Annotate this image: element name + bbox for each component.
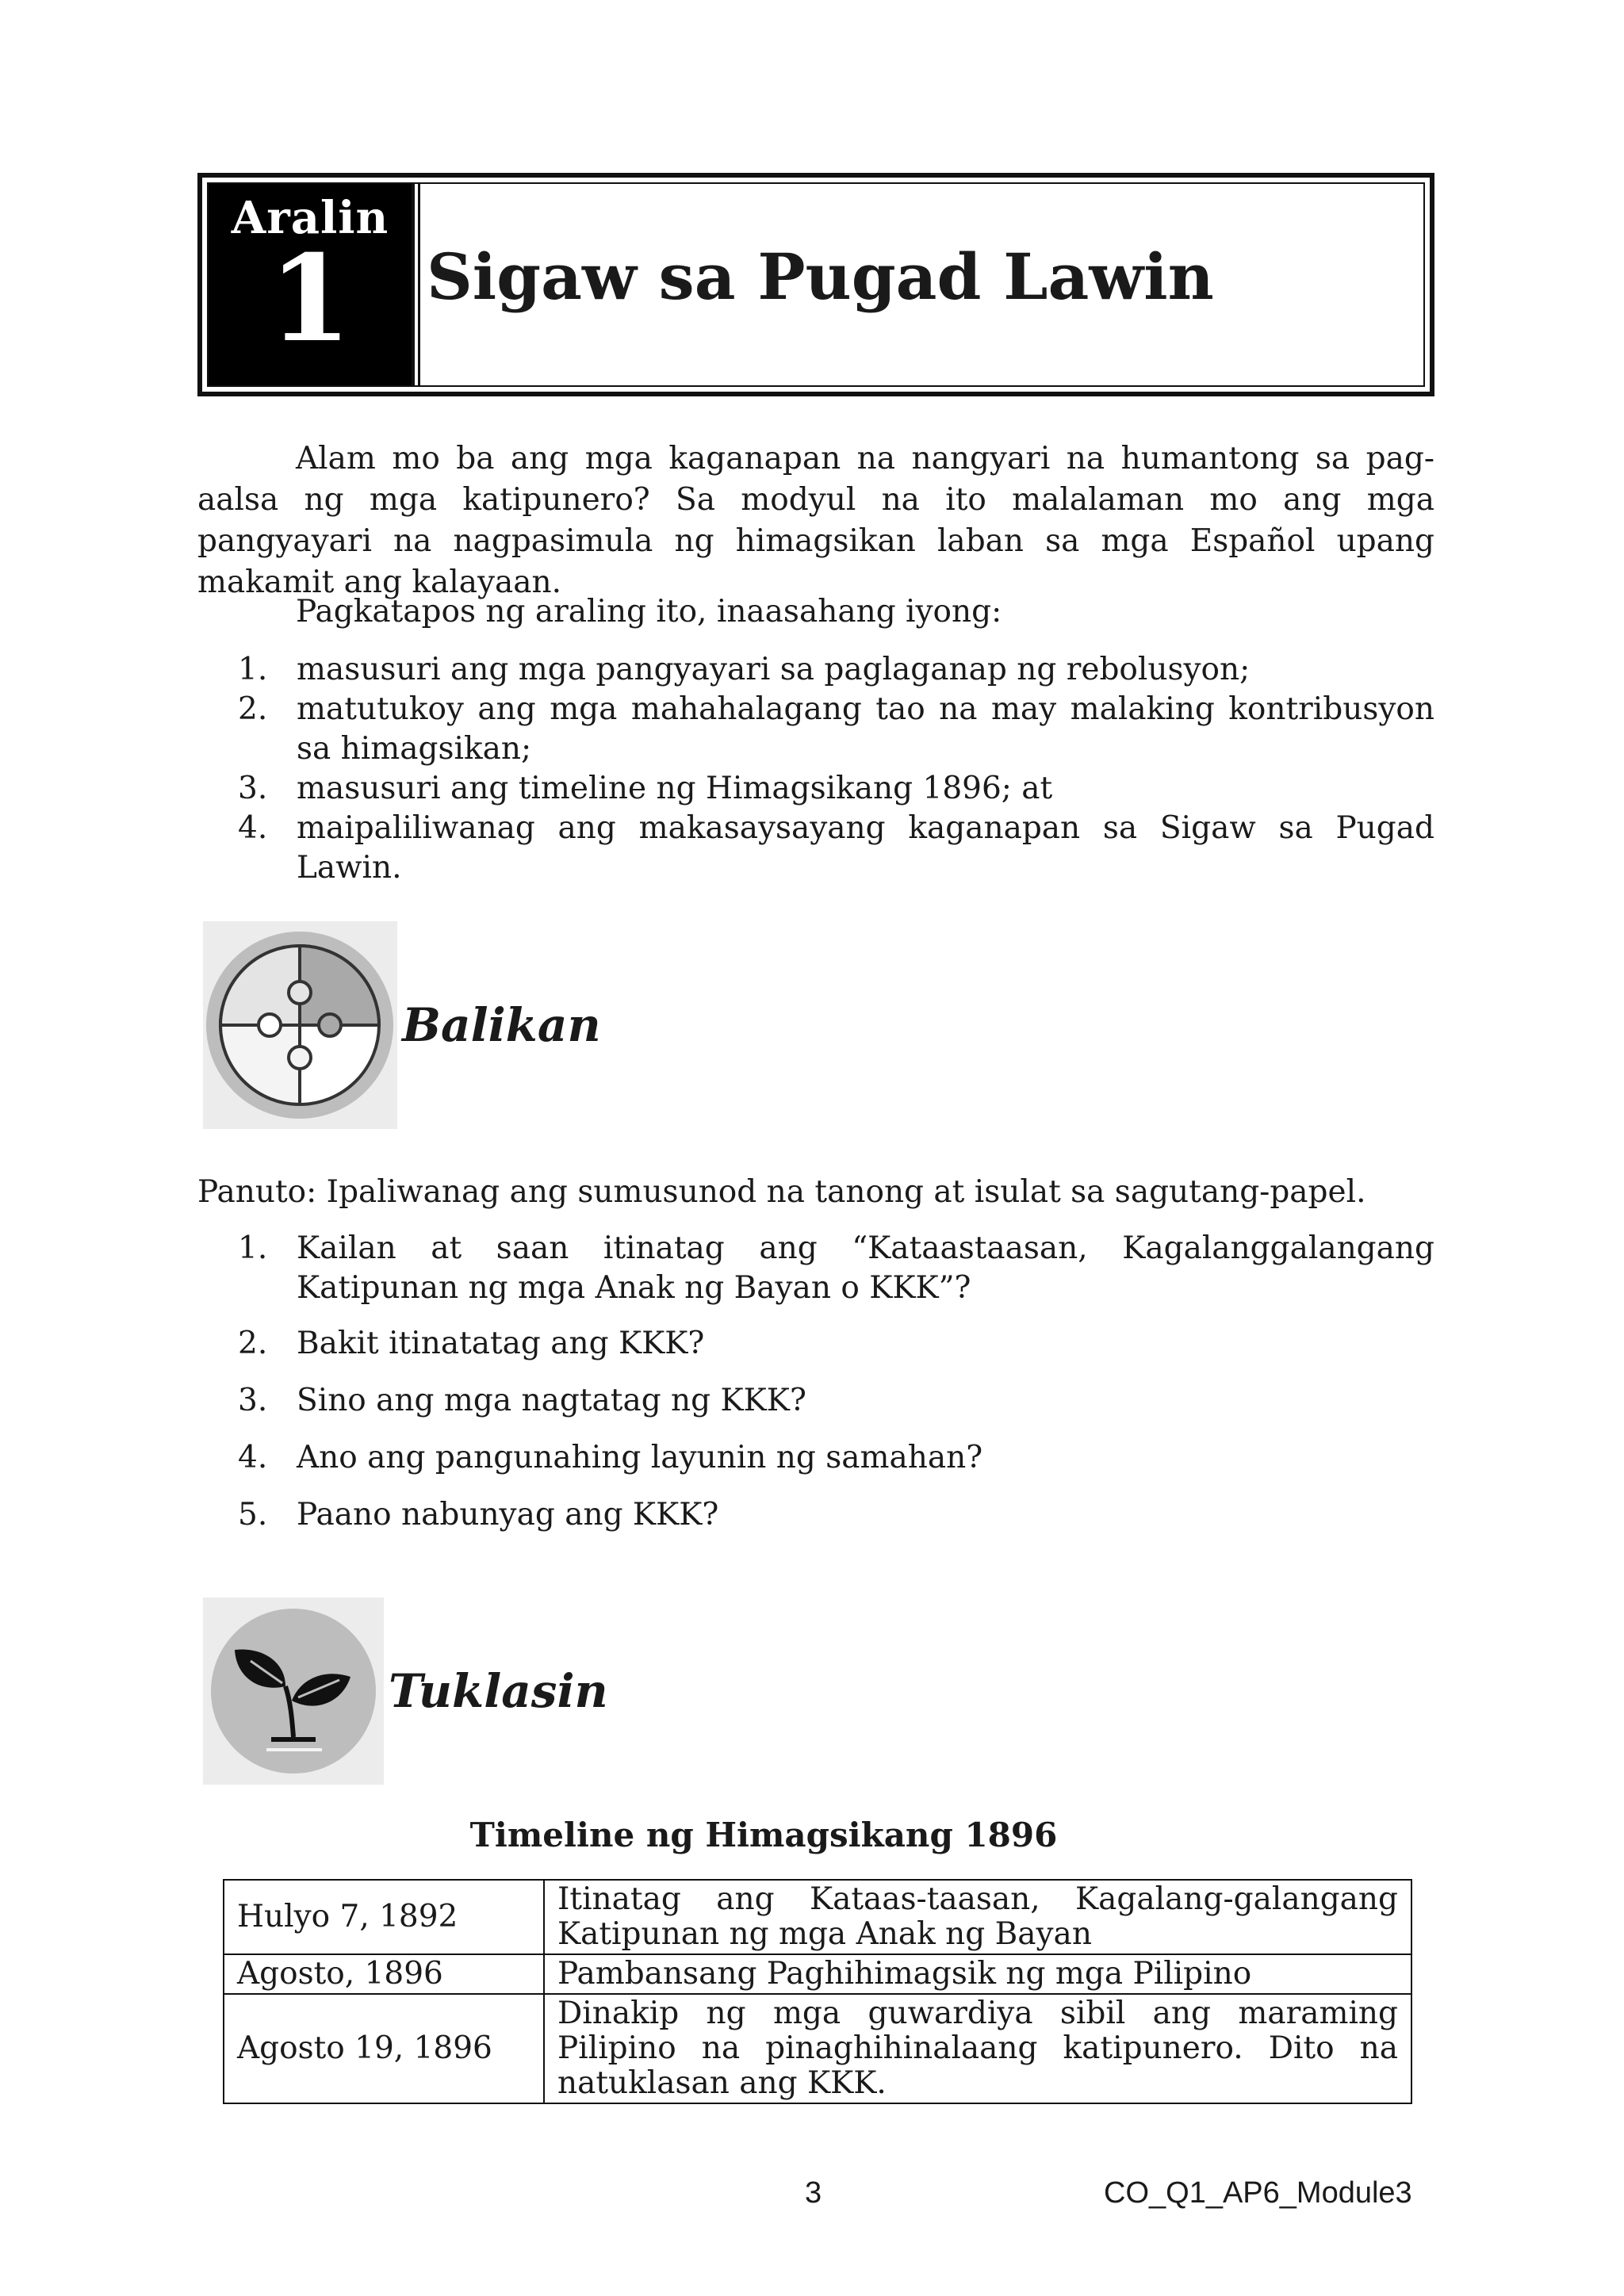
balikan-header [203, 921, 601, 1129]
timeline-title: Timeline ng Himagsikang 1896 [469, 1816, 1058, 1854]
list-item: 5. Paano nabunyag ang KKK? [238, 1497, 719, 1533]
objectives-list [238, 650, 1434, 888]
balikan-instruction: Panuto: Ipaliwanag ang sumusunod na tanong at isulat sa sagutang-papel. [197, 1174, 1366, 1210]
list-item: 2. matutukoy ang mga mahahalagang tao na may malaking kontribusyon sa himagsikan; [238, 691, 1434, 767]
list-item: 3. Sino ang mga nagtatag ng KKK? [238, 1383, 806, 1418]
list-item: 3. masusuri ang timeline ng Himagsikang 1896; at [238, 771, 1053, 806]
table-row [224, 1994, 1411, 2103]
table-cell-event: Itinatag ang Kataas-taasan, Kagalang-galangang Katipunan ng mga Anak ng Bayan [544, 1880, 1411, 1954]
list-item: 2. Bakit itinatatag ang KKK? [238, 1326, 705, 1361]
table-cell-date: Agosto 19, 1896 [224, 1994, 544, 2103]
table-cell-event: Dinakip ng mga guwardiya sibil ang maraming Pilipino na pinaghihinalaang katipunero. Dito na natuklasan ang KKK. [544, 1994, 1411, 2103]
list-item: 1. Kailan at saan itinatag ang “Kataastaasan, Kagalanggalangang Katipunan ng mga Anak ng Bayan o KKK”? [238, 1230, 1434, 1306]
timeline-table [223, 1879, 1412, 2104]
module-code: CO_Q1_AP6_Module3 [1104, 2176, 1412, 2210]
lesson-label: Aralin [231, 192, 389, 244]
lesson-title: Sigaw sa Pugad Lawin [427, 239, 1214, 314]
lesson-number: 1 [268, 229, 352, 369]
plant-icon [203, 1598, 384, 1785]
table-row [224, 1954, 1411, 1994]
list-item: 4. maipaliliwanag ang makasaysayang kaganapan sa Sigaw sa Pugad Lawin. [238, 810, 1434, 886]
table-cell-date: Hulyo 7, 1892 [224, 1880, 544, 1954]
tuklasin-title: Tuklasin [389, 1664, 608, 1718]
table-row [224, 1880, 1411, 1954]
balikan-title: Balikan [402, 998, 601, 1052]
list-item: 4. Ano ang pangunahing layunin ng samahan? [238, 1440, 983, 1475]
lesson-number-block [209, 184, 415, 385]
balikan-questions [238, 1229, 1434, 1535]
table-cell-event: Pambansang Paghihimagsik ng mga Pilipino [544, 1954, 1411, 1994]
objectives-lead: Pagkatapos ng araling ito, inaasahang iyong: [296, 594, 1002, 629]
list-item: 1. masusuri ang mga pangyayari sa paglaganap ng rebolusyon; [238, 652, 1251, 687]
page-number: 3 [805, 2176, 822, 2210]
table-cell-date: Agosto, 1896 [224, 1954, 544, 1994]
intro-paragraph: Alam mo ba ang mga kaganapan na nangyari na humantong sa pag-aalsa ng mga katipunero? Sa modyul na ito malalaman mo ang mga pangyayari na nagpasimula ng himagsikan laban sa mga Español upang makamit ang kalayaan. [197, 441, 1434, 600]
tuklasin-header [203, 1598, 608, 1785]
lesson-header [197, 173, 1434, 396]
puzzle-icon [203, 921, 397, 1129]
